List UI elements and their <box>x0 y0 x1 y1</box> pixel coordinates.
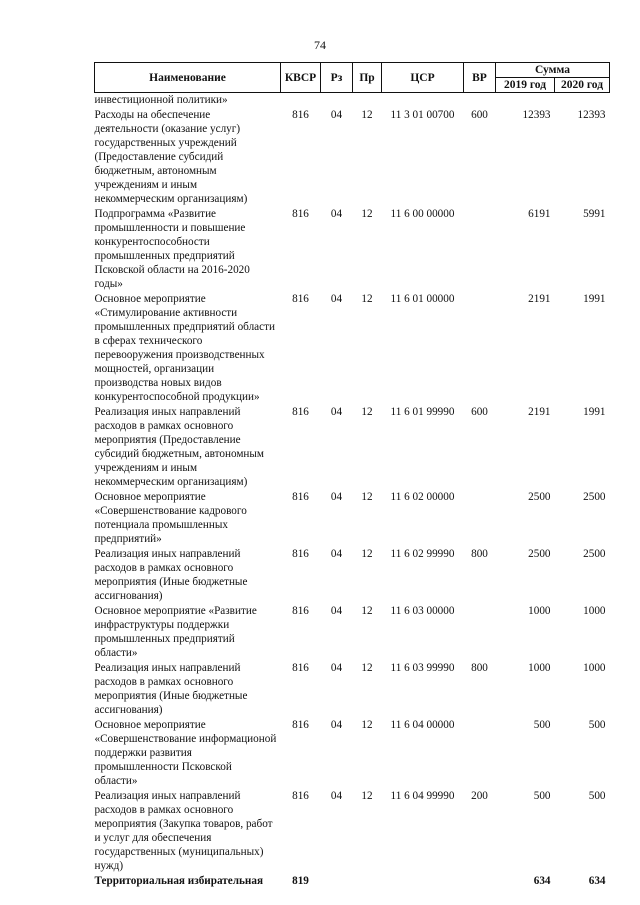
row-name: Реализация иных направлений расходов в рамках основного мероприятия (Иные бюджетные ассигнования) <box>94 662 248 716</box>
row-vr: 800 <box>471 662 488 674</box>
row-csr <box>382 874 464 889</box>
row-amount-2020: 1991 <box>583 293 606 305</box>
row-amount-2019: 2191 <box>528 293 551 305</box>
row-csr: 11 6 02 99990 <box>390 548 455 560</box>
row-vr <box>464 93 496 109</box>
header-csr: ЦСР <box>382 63 464 93</box>
header-2020: 2020 год <box>555 78 610 93</box>
row-amount-2019: 1000 <box>528 605 551 617</box>
row-pr: 12 <box>361 406 373 418</box>
row-csr: 11 6 03 00000 <box>390 605 455 617</box>
row-kvsr: 819 <box>292 875 309 887</box>
row-kvsr: 816 <box>292 605 309 617</box>
table-row <box>95 93 610 109</box>
row-vr <box>464 604 496 661</box>
row-pr: 12 <box>361 548 373 560</box>
row-rz: 04 <box>330 719 343 731</box>
table-body <box>95 93 610 890</box>
row-kvsr: 816 <box>292 406 309 418</box>
row-name: Территориальная избирательная <box>94 875 264 887</box>
row-amount-2019: 12393 <box>522 109 551 121</box>
header-rz: Рз <box>321 63 353 93</box>
row-rz: 04 <box>330 491 343 503</box>
row-rz: 04 <box>330 406 343 418</box>
row-pr: 12 <box>361 790 373 802</box>
row-vr <box>464 718 496 789</box>
row-vr: 600 <box>471 109 488 121</box>
row-amount-2020: 500 <box>588 719 606 731</box>
row-kvsr: 816 <box>292 208 309 220</box>
row-rz <box>321 93 353 109</box>
row-rz: 04 <box>330 208 343 220</box>
row-name: Реализация иных направлений расходов в рамках основного мероприятия (Иные бюджетные ассигнования) <box>94 548 248 602</box>
row-pr: 12 <box>361 719 373 731</box>
row-kvsr: 816 <box>292 109 309 121</box>
row-csr: 11 3 01 00700 <box>390 109 455 121</box>
row-kvsr: 816 <box>292 491 309 503</box>
row-amount-2020: 5991 <box>583 208 606 220</box>
row-pr: 12 <box>361 491 373 503</box>
row-csr: 11 6 04 00000 <box>390 719 455 731</box>
row-csr: 11 6 01 00000 <box>390 293 455 305</box>
row-amount-2020: 1991 <box>583 406 606 418</box>
row-vr <box>464 207 496 292</box>
row-vr: 800 <box>471 548 488 560</box>
row-amount-2019: 1000 <box>528 662 551 674</box>
header-sum: Сумма <box>496 63 610 78</box>
row-name: Подпрограмма «Развитие промышленности и повышение конкурентоспособности промышленных предприятий Псковской области на 2016-2020 годы» <box>94 208 250 290</box>
row-kvsr: 816 <box>292 719 309 731</box>
row-vr: 200 <box>471 790 488 802</box>
row-amount-2019: 2500 <box>528 491 551 503</box>
row-name: инвестиционной политики» <box>94 94 228 106</box>
table-row <box>95 874 610 889</box>
row-amount-2020: 1000 <box>583 605 606 617</box>
row-name: Основное мероприятие «Развитие инфраструктуры поддержки промышленных предприятий области» <box>94 605 257 659</box>
header-vr: ВР <box>464 63 496 93</box>
row-csr: 11 6 00 00000 <box>390 208 455 220</box>
row-name: Основное мероприятие «Совершенствование кадрового потенциала промышленных предприятий» <box>94 491 247 545</box>
row-amount-2020: 1000 <box>583 662 606 674</box>
row-name: Основное мероприятие «Стимулирование активности промышленных предприятий области в сферах технического перевооружения производственных мощностей, организации производства новых видов конкурентоспособной продукции» <box>94 293 275 403</box>
row-name: Реализация иных направлений расходов в рамках основного мероприятия (Предоставление субсидий бюджетным, автономным учреждениям и иным некоммерческим организациям) <box>94 406 264 488</box>
header-kvsr: КВСР <box>281 63 321 93</box>
row-amount-2019: 2191 <box>528 406 551 418</box>
row-csr: 11 6 03 99990 <box>390 662 455 674</box>
row-kvsr: 816 <box>292 662 309 674</box>
row-csr: 11 6 01 99990 <box>390 406 455 418</box>
row-amount-2019: 6191 <box>528 208 551 220</box>
row-name: Реализация иных направлений расходов в рамках основного мероприятия (Закупка товаров, работ и услуг для обеспечения государственных (муниципальных) нужд) <box>94 790 273 872</box>
table-row <box>95 108 610 207</box>
header-name: Наименование <box>95 63 281 93</box>
row-amount-2019: 500 <box>533 790 551 802</box>
table-row <box>95 405 610 490</box>
row-vr <box>464 874 496 889</box>
row-amount-2019: 500 <box>533 719 551 731</box>
row-csr: 11 6 02 00000 <box>390 491 455 503</box>
row-csr: 11 6 04 99990 <box>390 790 455 802</box>
row-rz: 04 <box>330 662 343 674</box>
table-row <box>95 292 610 405</box>
table-row <box>95 661 610 718</box>
row-rz: 04 <box>330 293 343 305</box>
row-kvsr: 816 <box>292 293 309 305</box>
row-kvsr: 816 <box>292 548 309 560</box>
row-pr <box>353 93 382 109</box>
row-amount-2019 <box>496 93 555 109</box>
row-kvsr <box>281 93 321 109</box>
budget-table <box>94 62 610 889</box>
header-2019: 2019 год <box>496 78 555 93</box>
table-row <box>95 604 610 661</box>
row-vr <box>464 490 496 547</box>
table-row <box>95 207 610 292</box>
row-amount-2020: 12393 <box>577 109 606 121</box>
row-amount-2020: 634 <box>588 875 606 887</box>
row-amount-2020: 2500 <box>583 491 606 503</box>
row-amount-2020 <box>555 93 610 109</box>
row-rz: 04 <box>330 790 343 802</box>
row-csr <box>382 93 464 109</box>
row-amount-2019: 2500 <box>528 548 551 560</box>
row-vr: 600 <box>471 406 488 418</box>
header-pr: Пр <box>353 63 382 93</box>
table-header <box>95 63 610 93</box>
row-kvsr: 816 <box>292 790 309 802</box>
page-number: 74 <box>314 38 326 52</box>
row-vr <box>464 292 496 405</box>
row-rz: 04 <box>330 548 343 560</box>
table-row <box>95 718 610 789</box>
row-amount-2019: 634 <box>533 875 551 887</box>
row-pr: 12 <box>361 605 373 617</box>
row-rz: 04 <box>330 605 343 617</box>
row-rz <box>321 874 353 889</box>
row-name: Основное мероприятие «Совершенствование информационой поддержки развития промышленности Псковской области» <box>94 719 277 787</box>
row-pr <box>353 874 382 889</box>
row-rz: 04 <box>330 109 343 121</box>
row-pr: 12 <box>361 662 373 674</box>
table-row <box>95 547 610 604</box>
table-row <box>95 490 610 547</box>
row-pr: 12 <box>361 293 373 305</box>
row-pr: 12 <box>361 208 373 220</box>
row-amount-2020: 500 <box>588 790 606 802</box>
row-name: Расходы на обеспечение деятельности (оказание услуг) государственных учреждений (Предоставление субсидий бюджетным, автономным учреждениям и иным некоммерческим организациям) <box>94 109 248 205</box>
table-row <box>95 789 610 874</box>
row-pr: 12 <box>361 109 373 121</box>
row-amount-2020: 2500 <box>583 548 606 560</box>
